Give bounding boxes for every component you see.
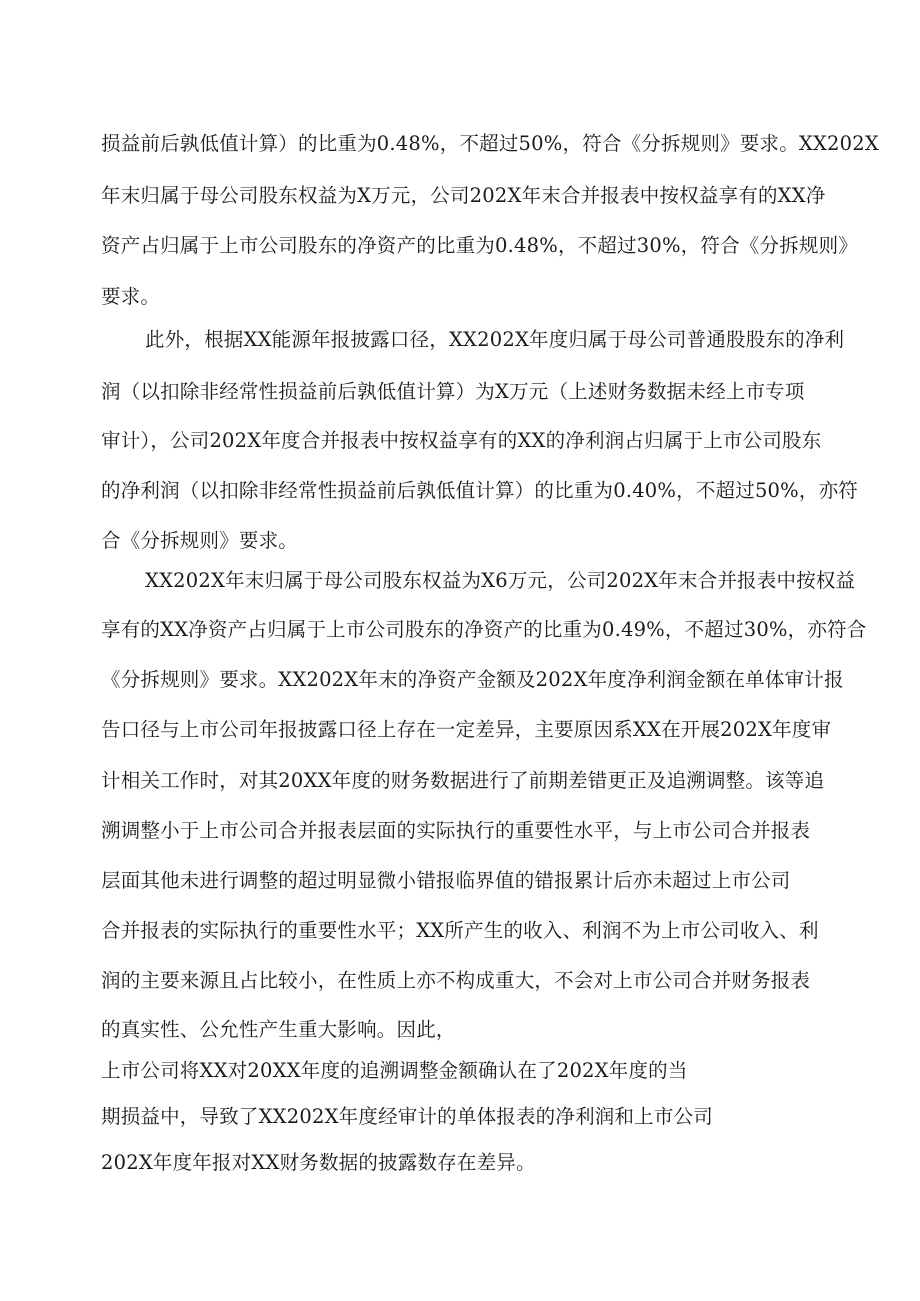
text-line: 计相关工作时，对其20XX年度的财务数据进行了前期差错更正及追溯调整。该等追	[101, 769, 825, 792]
text-line: 溯调整小于上市公司合并报表层面的实际执行的重要性水平，与上市公司合并报表	[101, 819, 811, 842]
text-line: 审计），公司202X年度合并报表中按权益享有的XX的净利润占归属于上市公司股东	[101, 429, 822, 452]
text-line: 层面其他未进行调整的超过明显微小错报临界值的错报累计后亦未超过上市公司	[101, 869, 791, 892]
text-line: 享有的XX净资产占归属于上市公司股东的净资产的比重为0.49%，不超过30%，亦符合	[101, 618, 867, 641]
text-line: 《分拆规则》要求。XX202X年末的净资产金额及202X年度净利润金额在单体审计报	[101, 668, 844, 691]
text-line: 期损益中，导致了XX202X年度经审计的单体报表的净利润和上市公司	[101, 1105, 713, 1128]
text-line: 损益前后孰低值计算）的比重为0.48%，不超过50%，符合《分拆规则》要求。XX202X	[101, 132, 879, 155]
text-line: 资产占归属于上市公司股东的净资产的比重为0.48%，不超过30%，符合《分拆规则》	[101, 234, 858, 257]
text-line: 的真实性、公允性产生重大影响。因此，	[101, 1018, 456, 1041]
text-line: 润的主要来源且占比较小，在性质上亦不构成重大，不会对上市公司合并财务报表	[101, 969, 811, 992]
text-line: XX202X年末归属于母公司股东权益为X6万元，公司202X年末合并报表中按权益	[145, 569, 856, 592]
text-line: 润（以扣除非经常性损益前后孰低值计算）为X万元（上述财务数据未经上市专项	[101, 380, 805, 403]
text-line: 此外，根据XX能源年报披露口径，XX202X年度归属于母公司普通股股东的净利	[145, 328, 845, 351]
text-line: 合并报表的实际执行的重要性水平；XX所产生的收入、利润不为上市公司收入、利	[101, 919, 819, 942]
text-line: 的净利润（以扣除非经常性损益前后孰低值计算）的比重为0.40%，不超过50%，亦符	[101, 479, 858, 502]
text-line: 合《分拆规则》要求。	[101, 529, 299, 552]
text-line: 202X年度年报对XX财务数据的披露数存在差异。	[101, 1151, 536, 1174]
text-line: 要求。	[101, 285, 161, 308]
text-line: 告口径与上市公司年报披露口径上存在一定差异，主要原因系XX在开展202X年度审	[101, 718, 832, 741]
text-line: 年末归属于母公司股东权益为X万元，公司202X年末合并报表中按权益享有的XX净	[101, 184, 826, 207]
text-line: 上市公司将XX对20XX年度的追溯调整金额确认在了202X年度的当	[101, 1059, 688, 1082]
